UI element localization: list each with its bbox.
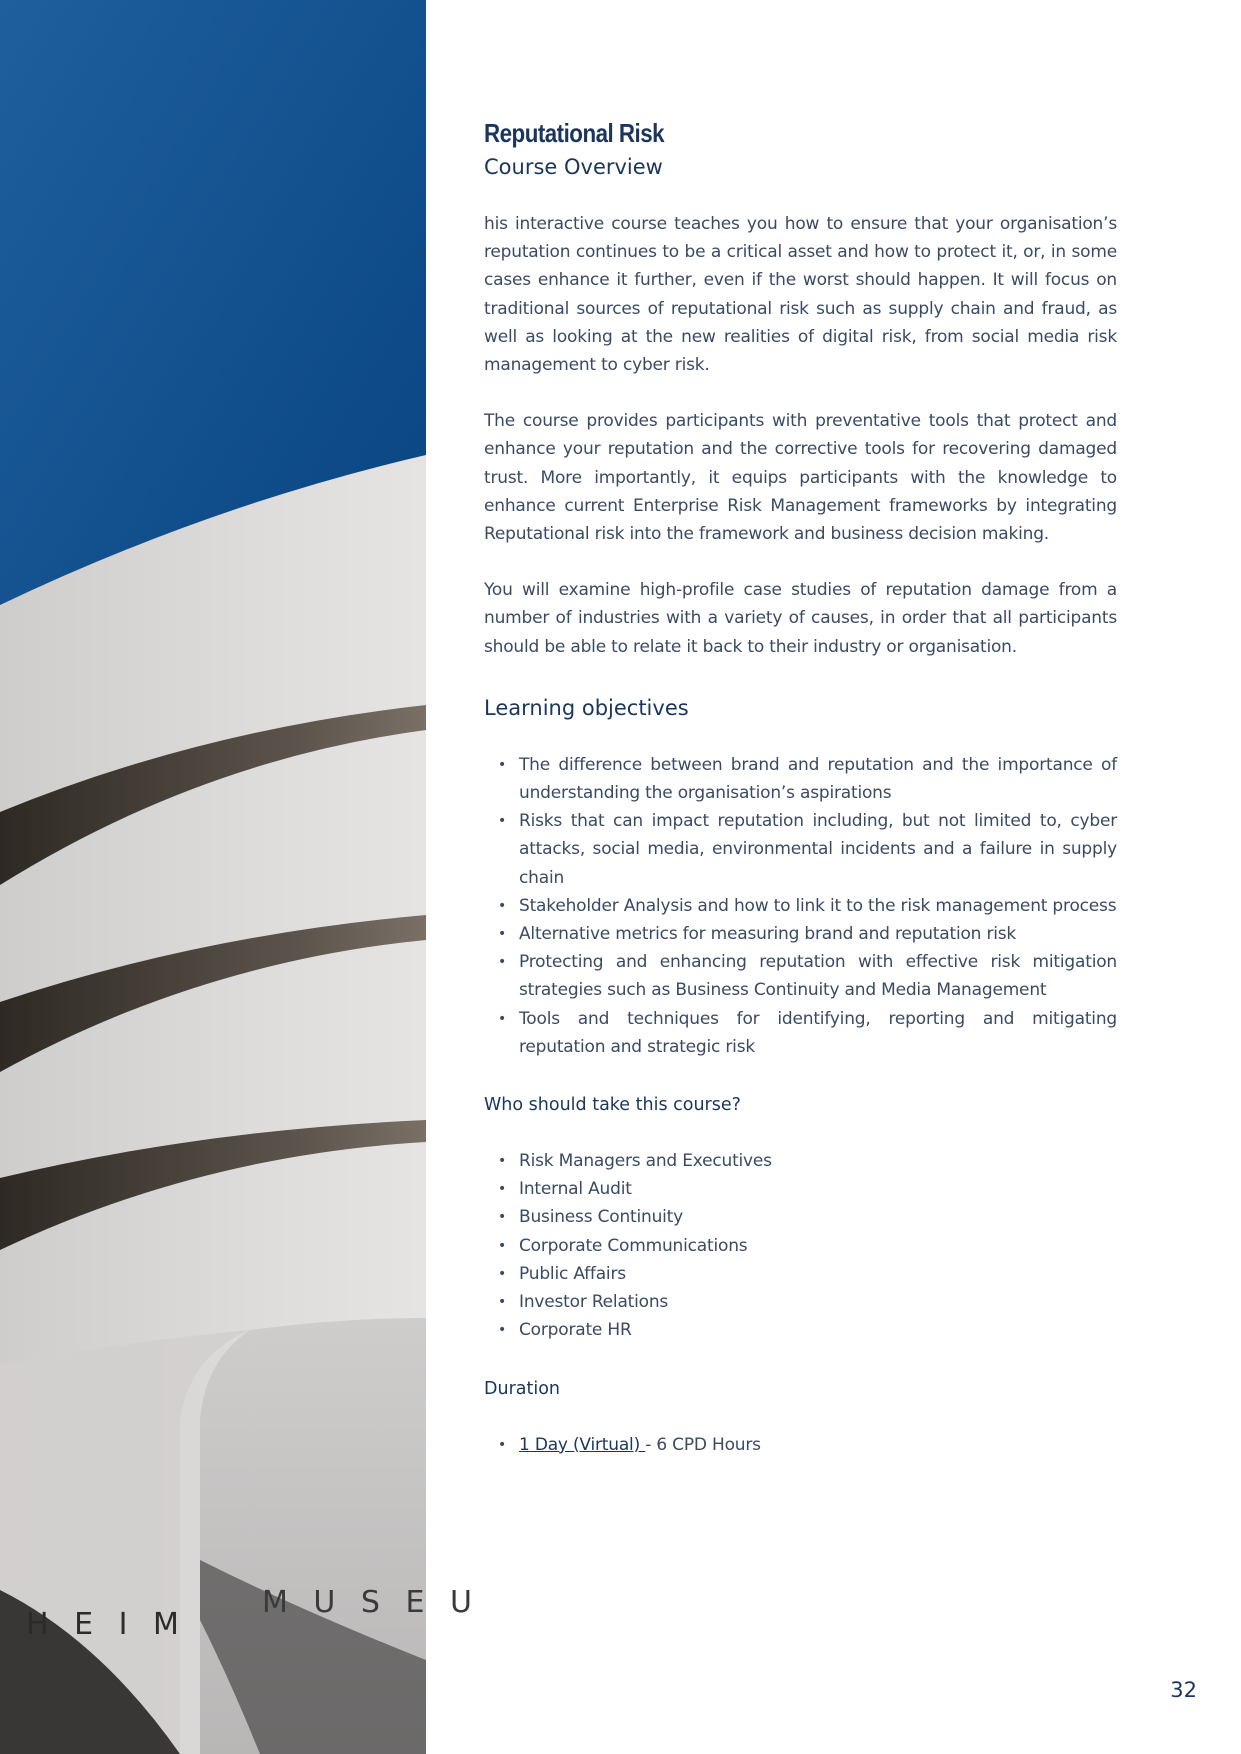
sign-text-right: M U S E U bbox=[262, 1585, 480, 1620]
list-item bbox=[484, 920, 1117, 948]
bullet-icon: • bbox=[498, 1436, 507, 1453]
list-item-text: Internal Audit bbox=[519, 1179, 632, 1200]
list-item bbox=[484, 1260, 1117, 1288]
page-number: 32 bbox=[1170, 1678, 1197, 1702]
section-heading-audience: Who should take this course? bbox=[484, 1095, 741, 1116]
bullet-icon: • bbox=[498, 1294, 507, 1311]
list-item-text: Alternative metrics for measuring brand and reputation risk bbox=[519, 924, 1017, 945]
list-item-text: Corporate Communications bbox=[519, 1235, 748, 1256]
list-item-text: Protecting and enhancing reputation with effective risk mitigation strategies such as Business Continuity and Media Management bbox=[519, 952, 1117, 1001]
list-item bbox=[484, 751, 1117, 807]
list-item bbox=[484, 1316, 1117, 1344]
sign-text-left: H E I M bbox=[26, 1607, 187, 1642]
bullet-icon: • bbox=[498, 1209, 507, 1226]
objectives-list bbox=[484, 751, 1117, 1061]
bullet-icon: • bbox=[498, 813, 507, 830]
section-heading-objectives: Learning objectives bbox=[484, 695, 689, 720]
list-item-text: Investor Relations bbox=[519, 1292, 669, 1313]
list-item bbox=[484, 1005, 1117, 1061]
building-photo bbox=[0, 0, 480, 1754]
overview-paragraph-3: You will examine high-profile case studies of reputation damage from a number of industries with a variety of causes, in order that all participants should be able to relate it back to their industry or organisation. bbox=[484, 580, 1117, 657]
duration-suffix: - 6 CPD Hours bbox=[645, 1434, 761, 1455]
bullet-icon: • bbox=[498, 1010, 507, 1027]
list-item-text: Risk Managers and Executives bbox=[519, 1151, 772, 1172]
duration-list bbox=[484, 1431, 1117, 1459]
list-item bbox=[484, 1175, 1117, 1203]
bullet-icon: • bbox=[498, 897, 507, 914]
list-item-text: Risks that can impact reputation including, but not limited to, cyber attacks, social media, environmental incidents and a failure in supply chain bbox=[519, 811, 1117, 888]
overview-paragraph-1: his interactive course teaches you how to ensure that your organisation’s reputation continues to be a critical asset and how to protect it, or, in some cases enhance it further, even if the worst should happen. It will focus on traditional sources of reputational risk such as supply chain and fraud, as well as looking at the new realities of digital risk, from social media risk management to cyber risk. bbox=[484, 214, 1117, 376]
list-item-text: The difference between brand and reputation and the importance of understanding the organisation’s aspirations bbox=[519, 754, 1117, 804]
list-item-text: Business Continuity bbox=[519, 1207, 684, 1228]
bullet-icon: • bbox=[498, 1237, 507, 1254]
overview-paragraph-2: The course provides participants with preventative tools that protect and enhance your reputation and the corrective tools for recovering damaged trust. More importantly, it equips participants with the knowledge to enhance current Enterprise Risk Management frameworks by integrating Reputational risk into the framework and business decision making. bbox=[484, 411, 1117, 545]
audience-list bbox=[484, 1147, 1117, 1344]
list-item bbox=[484, 1288, 1117, 1316]
page-title: Reputational Risk bbox=[484, 118, 665, 148]
list-item bbox=[484, 1232, 1117, 1260]
section-heading-duration: Duration bbox=[484, 1378, 561, 1399]
section-heading-overview: Course Overview bbox=[484, 155, 663, 179]
bullet-icon: • bbox=[498, 954, 507, 971]
list-item bbox=[484, 807, 1117, 892]
bullet-icon: • bbox=[498, 1322, 507, 1339]
list-item-text: Stakeholder Analysis and how to link it to the risk management process bbox=[519, 895, 1117, 916]
list-item-text: Public Affairs bbox=[519, 1263, 626, 1284]
bullet-icon: • bbox=[498, 1153, 507, 1170]
list-item bbox=[484, 1431, 1117, 1459]
list-item bbox=[484, 892, 1117, 920]
bullet-icon: • bbox=[498, 1265, 507, 1282]
duration-link[interactable]: 1 Day (Virtual) bbox=[519, 1434, 646, 1455]
bullet-icon: • bbox=[498, 1181, 507, 1198]
list-item-text: Tools and techniques for identifying, reporting and mitigating reputation and strategic risk bbox=[519, 1008, 1117, 1057]
list-item bbox=[484, 948, 1117, 1004]
bullet-icon: • bbox=[498, 926, 507, 943]
list-item-text: Corporate HR bbox=[519, 1320, 632, 1341]
list-item bbox=[484, 1203, 1117, 1231]
bullet-icon: • bbox=[498, 756, 507, 773]
list-item bbox=[484, 1147, 1117, 1175]
course-content bbox=[484, 118, 1117, 1459]
